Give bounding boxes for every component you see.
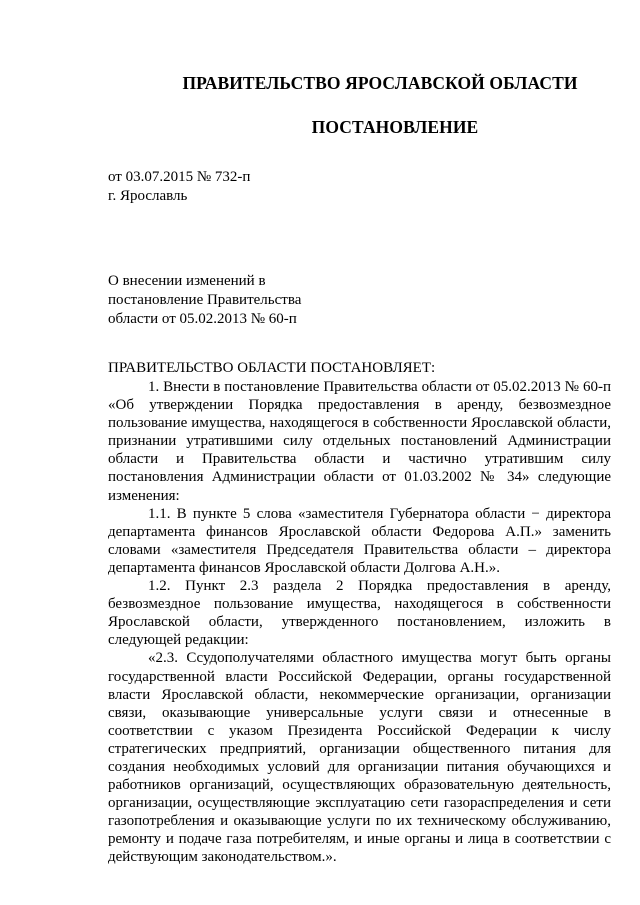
subject-line: постановление Правительства	[108, 292, 302, 308]
organization-title: ПРАВИТЕЛЬСТВО ЯРОСЛАВСКОЙ ОБЛАСТИ	[182, 73, 578, 93]
body-paragraph: 1.2. Пункт 2.3 раздела 2 Порядка предоставления в аренду, безвозмездное пользование имущества, находящегося в собственности Ярославской области, утвержденного постановлением, изложить в следующей редакции:	[108, 578, 611, 649]
document-body	[108, 378, 611, 867]
document-type-title: ПОСТАНОВЛЕНИЕ	[311, 117, 479, 137]
document-date-number: от 03.07.2015 № 732-п	[108, 169, 251, 185]
body-paragraph: 1. Внести в постановление Правительства области от 05.02.2013 № 60-п «Об утверждении Порядка предоставления в аренду, безвозмездное пользование имущества, находящегося в собственности Ярославской области, признании утратившими силу отдельных постановлений Администрации области и Правительства области и частично утратившим силу постановления Администрации области от 01.03.2002 № 34» следующие изменения:	[108, 379, 611, 504]
subject-line: области от 05.02.2013 № 60-п	[108, 311, 297, 327]
decree-heading: ПРАВИТЕЛЬСТВО ОБЛАСТИ ПОСТАНОВЛЯЕТ:	[108, 360, 436, 376]
document-subject	[108, 272, 301, 329]
body-paragraph: 1.1. В пункте 5 слова «заместителя Губернатора области − директора департамента финансов Ярославской области Федорова А.П.» заменить словами «заместителя Председателя Правительства области – директора департамента финансов Ярославской области Долгова А.Н.».	[108, 505, 611, 576]
body-paragraph: «2.3. Ссудополучателями областного имущества могут быть органы государственной власти Российской Федерации, органы государственной власти Ярославской области, некоммерческие организации, организации связи, оказывающие универсальные услуги связи и отнесенные в соответствии с указом Президента Российской Федерации к числу стратегических предприятий, организации общественного питания для создания необходимых условий для организации питания обучающихся и работников организаций, осуществляющих образовательную деятельность, организации, осуществляющие эксплуатацию сети газораспределения и сети газопотребления и оказывающие услуги по их техническому обслуживанию, ремонту и подаче газа потребителям, и иные органы и лица в соответствии с действующим законодательством.».	[108, 650, 611, 866]
document-city: г. Ярославль	[108, 188, 188, 204]
subject-line: О внесении изменений в	[108, 273, 266, 289]
